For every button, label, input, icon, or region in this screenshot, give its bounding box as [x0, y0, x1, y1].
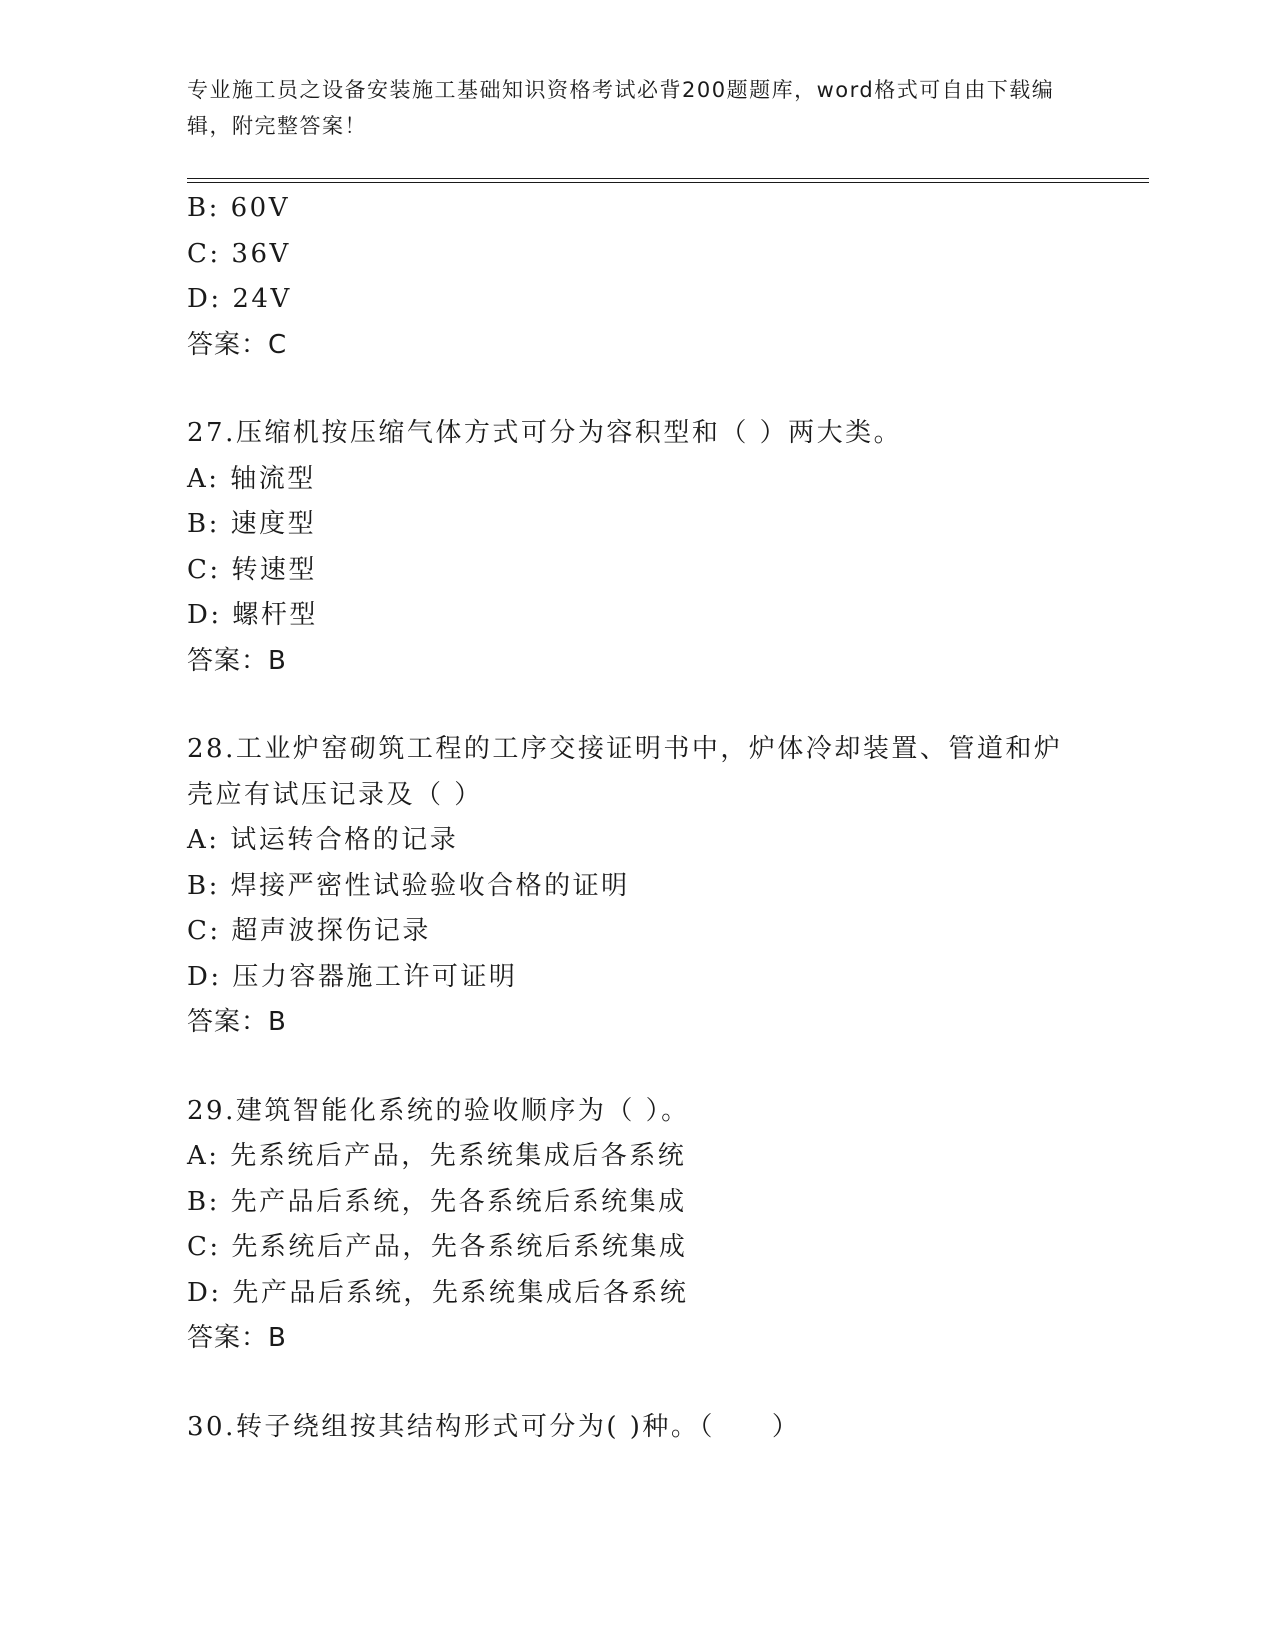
question-list	[187, 186, 1087, 1450]
question-block	[187, 1089, 1087, 1362]
answer-line: 答案：B	[187, 1007, 287, 1037]
option-b: B: 60V	[187, 193, 290, 223]
document-header-title: 专业施工员之设备安装施工基础知识资格考试必背200题题库，word格式可自由下载编辑，附完整答案！	[187, 78, 1055, 138]
option-a: A: 轴流型	[187, 463, 316, 494]
spacer	[187, 1046, 1087, 1089]
spacer	[187, 368, 1087, 411]
question-text: 30.转子绕组按其结构形式可分为( )种。（ ）	[187, 1411, 801, 1442]
question-text: 28.工业炉窑砌筑工程的工序交接证明书中，炉体冷却装置、管道和炉壳应有试压记录及（ ）	[187, 734, 1063, 810]
option-a: A: 试运转合格的记录	[187, 825, 459, 855]
spacer	[187, 684, 1087, 727]
option-d: D: 压力容器施工许可证明	[187, 961, 518, 992]
answer-line: 答案：B	[187, 645, 287, 676]
option-d: D: 24V	[187, 284, 292, 314]
answer-line: 答案：C	[187, 329, 288, 360]
question-block	[187, 411, 1087, 684]
option-d: D: 螺杆型	[187, 600, 318, 630]
option-a: A: 先系统后产品，先系统集成后各系统	[187, 1141, 687, 1171]
option-b: B: 焊接严密性试验验收合格的证明	[187, 870, 630, 901]
option-c: C: 超声波探伤记录	[187, 916, 431, 946]
header-divider	[187, 178, 1149, 183]
question-text: 27.压缩机按压缩气体方式可分为容积型和（ ）两大类。	[187, 418, 903, 448]
question-block	[187, 1405, 1087, 1451]
option-b: B: 速度型	[187, 509, 317, 539]
answer-line: 答案：B	[187, 1323, 287, 1353]
question-block	[187, 186, 1087, 368]
option-c: C: 36V	[187, 238, 291, 269]
option-b: B: 先产品后系统，先各系统后系统集成	[187, 1186, 687, 1217]
option-d: D: 先产品后系统，先系统集成后各系统	[187, 1277, 689, 1308]
question-block	[187, 727, 1087, 1046]
option-c: C: 先系统后产品，先各系统后系统集成	[187, 1232, 688, 1262]
spacer	[187, 1362, 1087, 1405]
question-text: 29.建筑智能化系统的验收顺序为（ ）。	[187, 1095, 690, 1126]
option-c: C: 转速型	[187, 554, 317, 585]
